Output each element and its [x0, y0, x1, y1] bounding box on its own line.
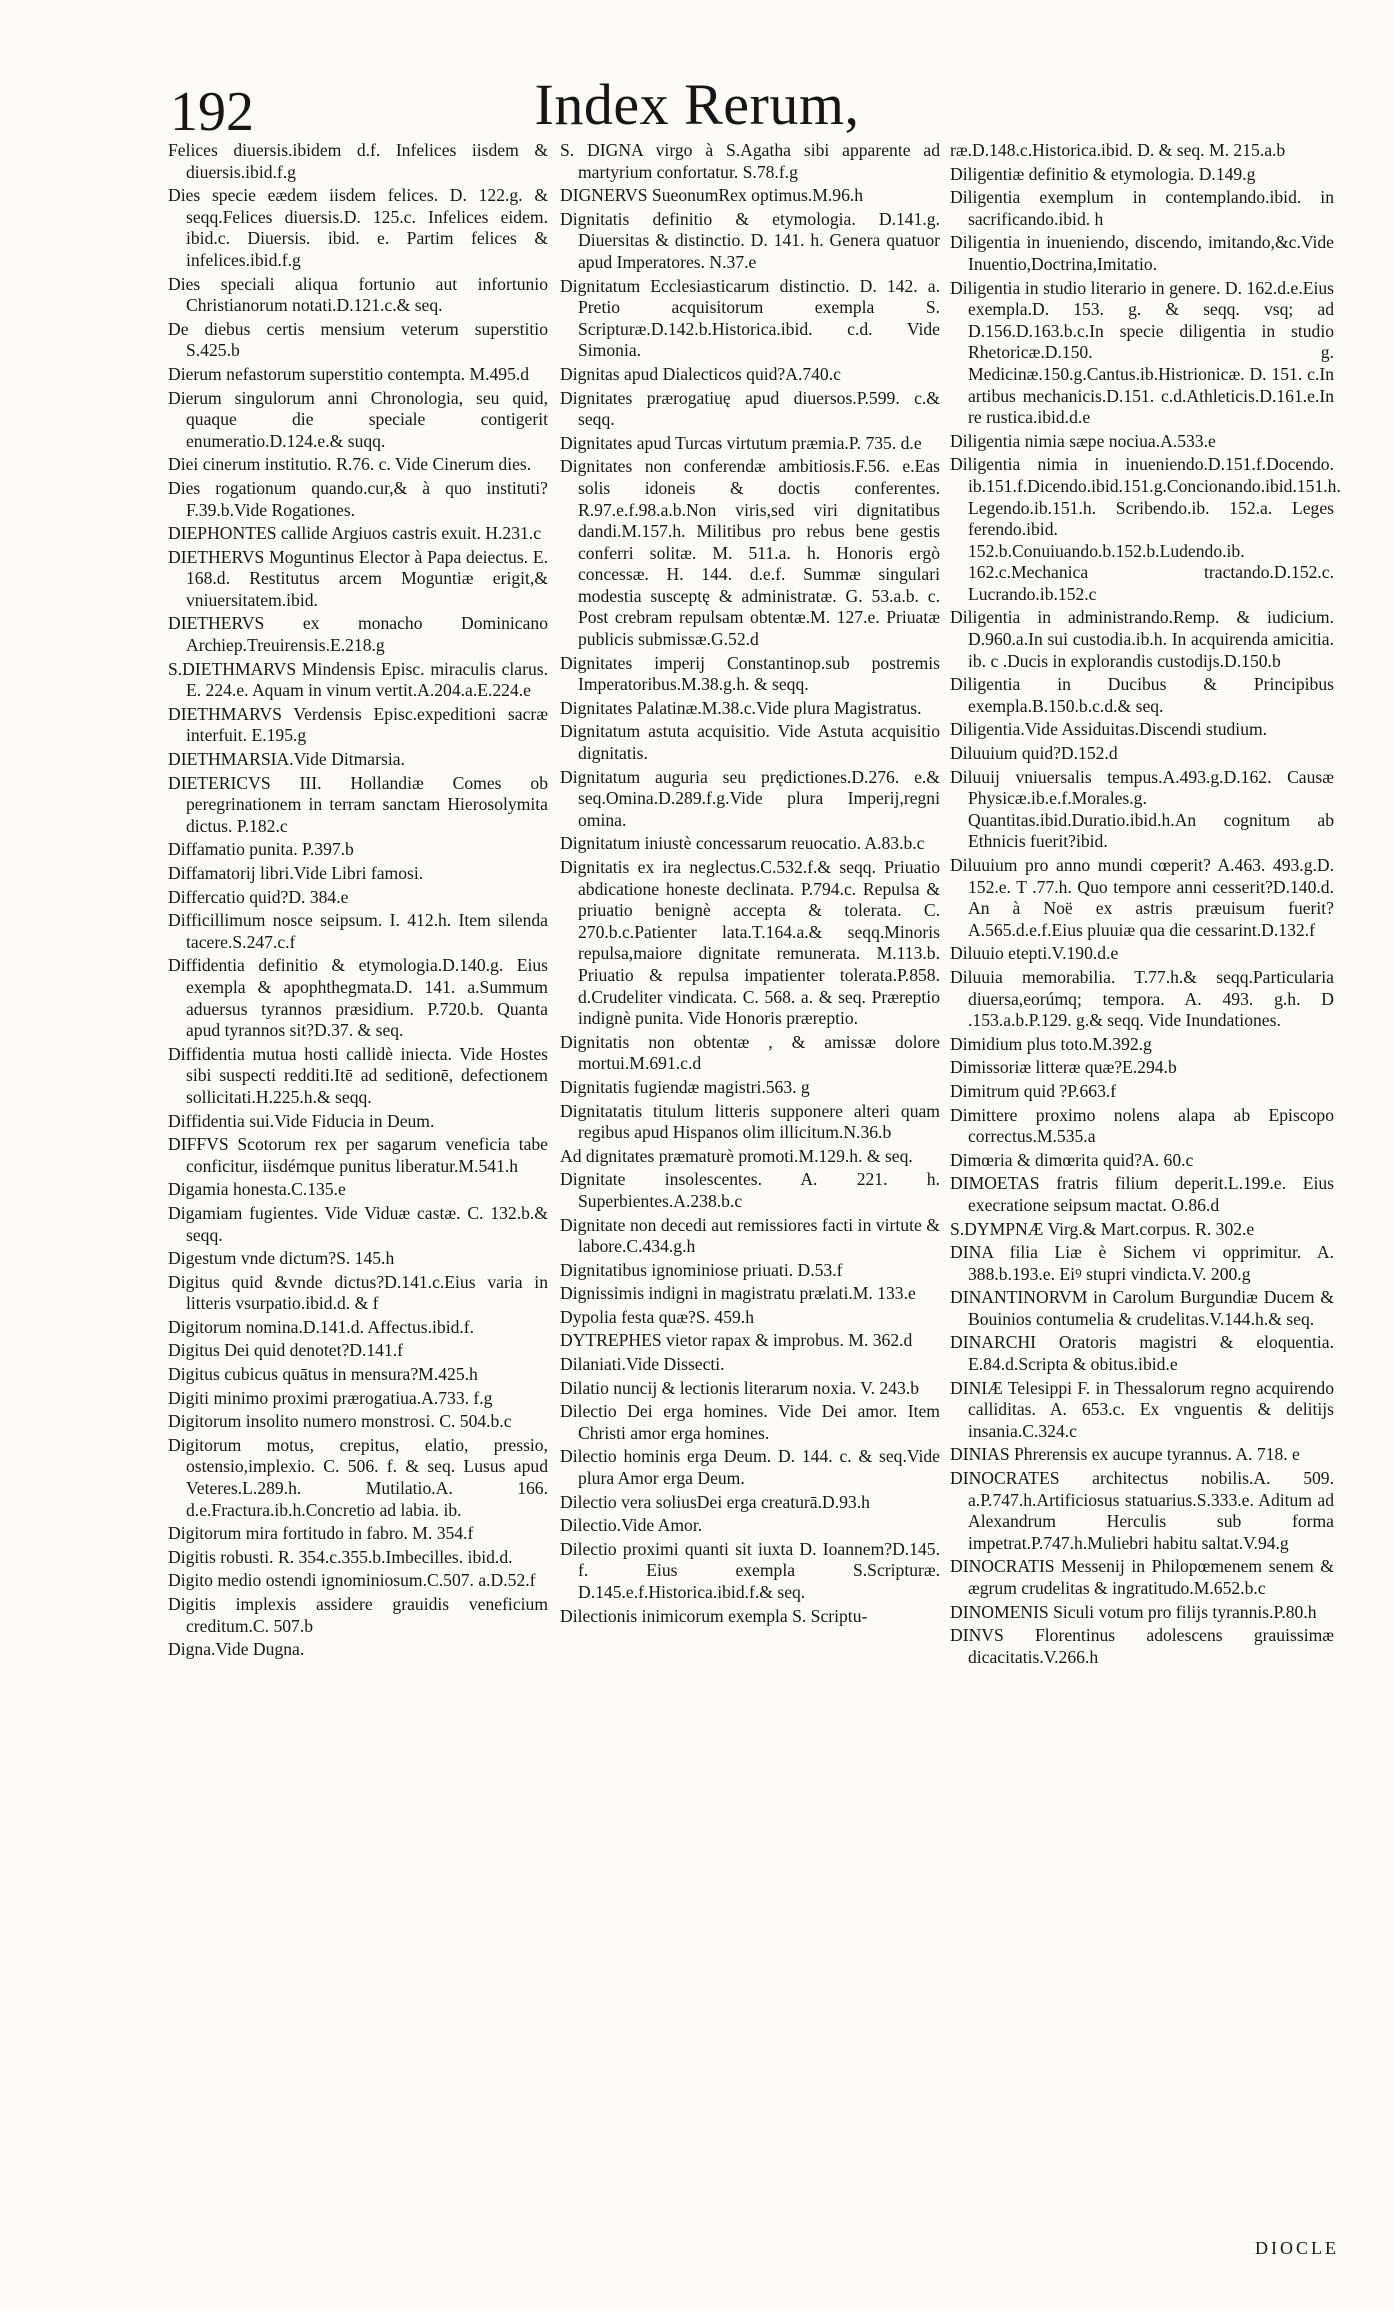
index-entry: DINOMENIS Siculi votum pro filijs tyrannis.P.80.h	[950, 1601, 1317, 1622]
index-entry: Differcatio quid?D. 384.e	[168, 886, 349, 907]
index-entry: Digitorum mira fortitudo in fabro. M. 354.f	[168, 1523, 474, 1544]
index-column-3	[950, 140, 1341, 1670]
index-entry: Diligentia exemplum in contemplando.ibid. in sacrificando.ibid. h	[950, 187, 1334, 229]
index-entry: DIETHERVS ex monacho Dominicano Archiep.Treuirensis.E.218.g	[168, 613, 548, 656]
index-entry: Diei cinerum institutio. R.76. c. Vide Cinerum dies.	[168, 454, 532, 475]
index-entry: Digitis robusti. R. 354.c.355.b.Imbecilles. ibid.d.	[168, 1546, 513, 1567]
index-entry: Diligentia in Ducibus & Principibus exempla.B.150.b.c.d.& seq.	[950, 674, 1334, 716]
index-column-2	[560, 140, 940, 1629]
index-entry: DINVS Florentinus adolescens grauissimæ dicacitatis.V.266.h	[950, 1625, 1334, 1667]
index-entry: Diluuium quid?D.152.d	[950, 743, 1118, 764]
index-entry: Diffamatorij libri.Vide Libri famosi.	[168, 863, 424, 883]
page-number: 192	[170, 81, 254, 143]
index-entry: Digamia honesta.C.135.e	[168, 1179, 346, 1200]
index-entry: Digito medio ostendi ignominiosum.C.507. a.D.52.f	[168, 1570, 536, 1591]
index-entry: Difficillimum nosce seipsum. I. 412.h. Item silenda tacere.S.247.c.f	[168, 910, 548, 952]
index-entry: DINARCHI Oratoris magistri & eloquentia. E.84.d.Scripta & obitus.ibid.e	[950, 1332, 1334, 1375]
index-entry: DIGNERVS SueonumRex optimus.M.96.h	[560, 185, 864, 206]
index-entry: Digitis implexis assidere grauidis veneficium creditum.C. 507.b	[168, 1594, 548, 1636]
running-title: Index Rerum,	[534, 72, 860, 137]
index-entry: Dignitates apud Turcas virtutum præmia.P. 735. d.e	[560, 432, 922, 453]
index-entry: DIFFVS Scotorum rex per sagarum veneficia tabe conficitur, iisdémque punitus liberatur.M.541.h	[168, 1134, 548, 1176]
index-entry: Digitorum insolito numero monstrosi. C. 504.b.c	[168, 1411, 512, 1432]
index-entry: Dierum nefastorum superstitio contempta. M.495.d	[168, 363, 530, 384]
index-entry: Diligentia in administrando.Remp. & iudicium. D.960.a.In sui custodia.ib.h. In acquirenda amicitia. ib. c .Ducis in explorandis custodijs.D.150.b	[950, 607, 1334, 671]
index-entry: Dignitatis non obtentæ , & amissæ dolore mortui.M.691.c.d	[560, 1031, 940, 1074]
index-entry: DINOCRATES architectus nobilis.A. 509. a.P.747.h.Artificiosus statuarius.S.333.e. Aditum ad Alexandrum Herculis sub forma impetrat.P.747.h.Muliebri habitu saltat.V.94.g	[950, 1468, 1334, 1553]
index-entry: Dimittere proximo nolens alapa ab Episcopo correctus.M.535.a	[950, 1104, 1334, 1147]
index-entry: Dies specie eædem iisdem felices. D. 122.g. & seqq.Felices diuersis.D. 125.c. Infelices eidem. ibid.c. Diuersis. ibid. e. Partim felices & infelices.ibid.f.g	[168, 185, 548, 270]
index-entry: Dignitatis ex ira neglectus.C.532.f.& seqq. Priuatio abdicatione honeste declinata. P.794.c. Repulsa & priuatio benignè accepta & tolerata. C. 270.b.c.Patienter lata.T.164.a.& seqq.Minoris repulsa,maiore dignitate remunerata. M.113.b. Priuatio & repulsa impatienter tolerata.P.858. d.Crudeliter vindicata. C. 568. a. & seq. Præreptio indignè punita. Vide Honoris præreptio.	[560, 857, 940, 1029]
index-entry: S.DIETHMARVS Mindensis Episc. miraculis clarus. E. 224.e. Aquam in vinum vertit.A.204.a.E.224.e	[168, 658, 548, 701]
index-entry: Dilectionis inimicorum exempla S. Scriptu-	[560, 1605, 868, 1626]
index-entry: Dignitatis definitio & etymologia. D.141.g. Diuersitas & distinctio. D. 141. h. Genera quatuor apud Imperatores. N.37.e	[560, 208, 940, 272]
index-entry: Dignitates Palatinæ.M.38.c.Vide plura Magistratus.	[560, 697, 922, 718]
index-entry: Dignissimis indigni in magistratu prælati.M. 133.e	[560, 1283, 916, 1304]
index-entry: Dignitatum astuta acquisitio. Vide Astuta acquisitio dignitatis.	[560, 721, 940, 764]
index-entry: Dignitatatis titulum litteris supponere alteri quam regibus apud Hispanos olim illicitum.N.36.b	[560, 1100, 940, 1143]
index-entry: S. DIGNA virgo à S.Agatha sibi apparente ad martyrium confortatur. S.78.f.g	[560, 140, 940, 182]
index-entry: Dignitate non decedi aut remissiores facti in virtute & labore.C.434.g.h	[560, 1214, 940, 1257]
index-entry: Digitus Dei quid denotet?D.141.f	[168, 1340, 404, 1361]
index-entry: Digamiam fugientes. Vide Viduæ castæ. C. 132.b.& seqq.	[168, 1202, 548, 1245]
index-entry: Dignitatibus ignominiose priuati. D.53.f	[560, 1259, 843, 1280]
index-entry: Diligentiæ definitio & etymologia. D.149.g	[950, 163, 1256, 184]
index-entry: DINA filia Liæ è Sichem vi opprimitur. A. 388.b.193.e. Eiꝰ stupri vindicta.V. 200.g	[950, 1242, 1334, 1284]
index-entry: Dimidium plus toto.M.392.g	[950, 1033, 1152, 1054]
index-entry: Diligentia.Vide Assiduitas.Discendi studium.	[950, 719, 1268, 740]
index-entry: Dies speciali aliqua fortunio aut infortunio Christianorum notati.D.121.c.& seq.	[168, 273, 548, 316]
index-entry: Dignitates imperij Constantinop.sub postremis Imperatoribus.M.38.g.h. & seqq.	[560, 652, 940, 695]
index-entry: DINIÆ Telesippi F. in Thessalorum regno acquirendo calliditas. A. 653.c. Ex vnguentis & delitijs insania.C.324.c	[950, 1377, 1334, 1441]
index-entry: Dimœria & dimœrita quid?A. 60.c	[950, 1149, 1194, 1170]
index-entry: Dilectio proximi quanti sit iuxta D. Ioannem?D.145. f. Eius exempla S.Scripturæ. D.145.e.f.Historica.ibid.f.& seq.	[560, 1538, 940, 1602]
index-entry: DIMOETAS fratris filium deperit.L.199.e. Eius execratione seipsum mactat. O.86.d	[950, 1173, 1334, 1215]
index-entry: DIEPHONTES callide Argiuos castris exuit. H.231.c	[168, 523, 541, 544]
index-entry: Diluuium pro anno mundi cœperit? A.463. 493.g.D. 152.e. T .77.h. Quo tempore anni cesserit?D.140.d. An à Noë ex astris præuisum fuerit? A.565.d.e.f.Eius pluuiæ qua die cessarint.D.132.f	[950, 855, 1334, 940]
index-entry: S.DYMPNÆ Virg.& Mart.corpus. R. 302.e	[950, 1218, 1255, 1239]
index-entry: Dimissoriæ litteræ quæ?E.294.b	[950, 1057, 1177, 1078]
index-entry: Diffamatio punita. P.397.b	[168, 839, 354, 860]
index-entry: DIETHERVS Moguntinus Elector à Papa deiectus. E. 168.d. Restitutus arcem Moguntiæ erigit,& vniuersitatem.ibid.	[168, 546, 548, 610]
index-entry: Dignitatis fugiendæ magistri.563. g	[560, 1076, 810, 1097]
index-entry: Dilectio hominis erga Deum. D. 144. c. & seq.Vide plura Amor erga Deum.	[560, 1446, 940, 1489]
index-entry: Ad dignitates præmaturè promoti.M.129.h. & seq.	[560, 1145, 913, 1166]
index-entry: Dignitatum auguria seu prędictiones.D.276. e.& seq.Omina.D.289.f.g.Vide plura Imperij,regni omina.	[560, 766, 940, 830]
index-entry: Diluuij vniuersalis tempus.A.493.g.D.162. Causæ Physicæ.ib.e.f.Morales.g. Quantitas.ibid.Duratio.ibid.h.An cognitum ab Ethnicis fuerit?ibid.	[950, 766, 1334, 852]
index-entry: Dimitrum quid ?P.663.f	[950, 1080, 1117, 1101]
index-entry: Dilaniati.Vide Dissecti.	[560, 1354, 725, 1375]
page-header	[0, 70, 1394, 150]
index-entry: Diluuia memorabilia. T.77.h.& seqq.Particularia diuersa,eorúmq; tempora. A. 493. g.h. D .153.a.b.P.129. g.& seqq. Vide Inundationes.	[950, 966, 1334, 1031]
index-entry: ræ.D.148.c.Historica.ibid. D. & seq. M. 215.a.b	[950, 140, 1286, 160]
index-entry: DINANTINORVM in Carolum Burgundiæ Ducem & Bouinios contumelia & crudelitas.V.144.h.& seq.	[950, 1287, 1334, 1329]
index-entry: Digitorum nomina.D.141.d. Affectus.ibid.f.	[168, 1316, 475, 1337]
index-entry: Dignitates prærogatiuę apud diuersos.P.599. c.& seqq.	[560, 387, 940, 430]
index-entry: DYTREPHES vietor rapax & improbus. M. 362.d	[560, 1330, 913, 1351]
index-entry: Diffidentia mutua hosti callidè iniecta. Vide Hostes sibi suspecti redditi.Itē ad seditionē, defectionem sollicitati.H.225.h.& seqq.	[168, 1043, 548, 1107]
index-entry: Dignitate insolescentes. A. 221. h. Superbientes.A.238.b.c	[560, 1169, 940, 1211]
index-entry: Dilectio Dei erga homines. Vide Dei amor. Item Christi amor erga homines.	[560, 1401, 940, 1443]
index-entry: Digitus cubicus quātus in mensura?M.425.h	[168, 1364, 478, 1385]
catchword: DIOCLE	[1255, 2238, 1339, 2258]
index-entry: Digna.Vide Dugna.	[168, 1639, 305, 1660]
index-entry: DINIAS Phrerensis ex aucupe tyrannus. A. 718. e	[950, 1444, 1300, 1465]
index-entry: Dilectio vera soliusDei erga creaturā.D.93.h	[560, 1491, 870, 1512]
index-entry: DIETERICVS III. Hollandiæ Comes ob peregrinationem in terram sanctam Hierosolymita dictus. P.182.c	[168, 772, 548, 836]
index-entry: Dierum singulorum anni Chronologia, seu quid, quaque die speciale contigerit enumeratio.D.124.e.& suqq.	[168, 387, 548, 451]
index-entry: Dies rogationum quando.cur,& à quo instituti?F.39.b.Vide Rogationes.	[168, 477, 548, 520]
index-column-1	[168, 140, 548, 1663]
index-entry: DINOCRATIS Messenij in Philopœmenem senem & ægrum crudelitas & ingratitudo.M.652.b.c	[950, 1556, 1334, 1598]
index-entry: Diffidentia definitio & etymologia.D.140.g. Eius exempla & apophthegmata.D. 141. a.Summum aduersus tyrannos præsidium. P.720.b. Quanta apud tyrannos sit?D.37. & seq.	[168, 955, 548, 1041]
index-entry: Dilectio.Vide Amor.	[560, 1515, 703, 1536]
index-entry: Dignitates non conferendæ ambitiosis.F.56. e.Eas solis idoneis & doctis conferentes. R.97.e.f.98.a.b.Non viris,sed viri dignitatibus dandi.M.157.h. Militibus pro rebus bene gestis conferri solitæ. M. 511.a. h. Honoris ergò concessæ. H. 144. d.e.f. Summæ singulari modestia susceptę & administratæ. G. 53.a.b. c. Post crebram repulsam obtentæ.M. 127.e. Priuatæ publicis submissæ.G.52.d	[560, 456, 940, 650]
index-entry: Diligentia nimia in inueniendo.D.151.f.Docendo. ib.151.f.Dicendo.ibid.151.g.Concionando.ibid.151.h. Legendo.ib.151.h. Scribendo.ib. 152.a. Leges ferendo.ibid. 152.b.Conuiuando.b.152.b.Ludendo.ib. 162.c.Mechanica tractando.D.152.c. Lucrando.ib.152.c	[950, 454, 1341, 604]
index-entry: Dilatio nuncij & lectionis literarum noxia. V. 243.b	[560, 1377, 919, 1398]
index-entry: Digitus quid &vnde dictus?D.141.c.Eius varia in litteris vsurpatio.ibid.d. & f	[168, 1271, 548, 1314]
index-entry: Digitorum motus, crepitus, elatio, pressio, ostensio,implexio. C. 506. f. & seq. Lusus apud Veteres.L.289.h. Mutilatio.A. 166. d.e.Fractura.ib.h.Concretio ad labia. ib.	[168, 1434, 548, 1520]
index-entry: Felices diuersis.ibidem d.f. Infelices iisdem & diuersis.ibid.f.g	[168, 140, 548, 182]
index-entry: Digestum vnde dictum?S. 145.h	[168, 1248, 395, 1269]
index-entry: Dignitatum iniustè concessarum reuocatio. A.83.b.c	[560, 833, 925, 854]
index-entry: De diebus certis mensium veterum superstitio S.425.b	[168, 318, 548, 361]
index-entry: Dignitas apud Dialecticos quid?A.740.c	[560, 363, 841, 384]
index-entry: Diffidentia sui.Vide Fiducia in Deum.	[168, 1110, 435, 1131]
index-entry: Diligentia nimia sæpe nociua.A.533.e	[950, 430, 1216, 451]
index-entry: Dignitatum Ecclesiasticarum distinctio. D. 142. a. Pretio acquisitorum exempla S. Scripturæ.D.142.b.Historica.ibid. c.d. Vide Simonia.	[560, 275, 940, 361]
index-entry: Digiti minimo proximi prærogatiua.A.733. f.g	[168, 1387, 493, 1408]
index-entry: Diluuio etepti.V.190.d.e	[950, 943, 1119, 964]
index-entry: Diligentia in studio literario in genere. D. 162.d.e.Eius exempla.D. 153. g. & seqq. vsq; ad D.156.D.163.b.c.In specie diligentia in studio Rhetoricæ.D.150. g. Medicinæ.150.g.Cantus.ib.Histrionicæ. D. 151. c.In artibus mechanicis.D.151. c.d.Athleticis.D.161.e.In re rustica.ibid.d.e	[950, 277, 1334, 428]
index-entry: Dypolia festa quæ?S. 459.h	[560, 1306, 754, 1327]
index-entry: DIETHMARVS Verdensis Episc.expeditioni sacræ interfuit. E.195.g	[168, 703, 548, 746]
index-entry: Diligentia in inueniendo, discendo, imitando,&c.Vide Inuentio,Doctrina,Imitatio.	[950, 232, 1334, 274]
index-entry: DIETHMARSIA.Vide Ditmarsia.	[168, 749, 405, 770]
